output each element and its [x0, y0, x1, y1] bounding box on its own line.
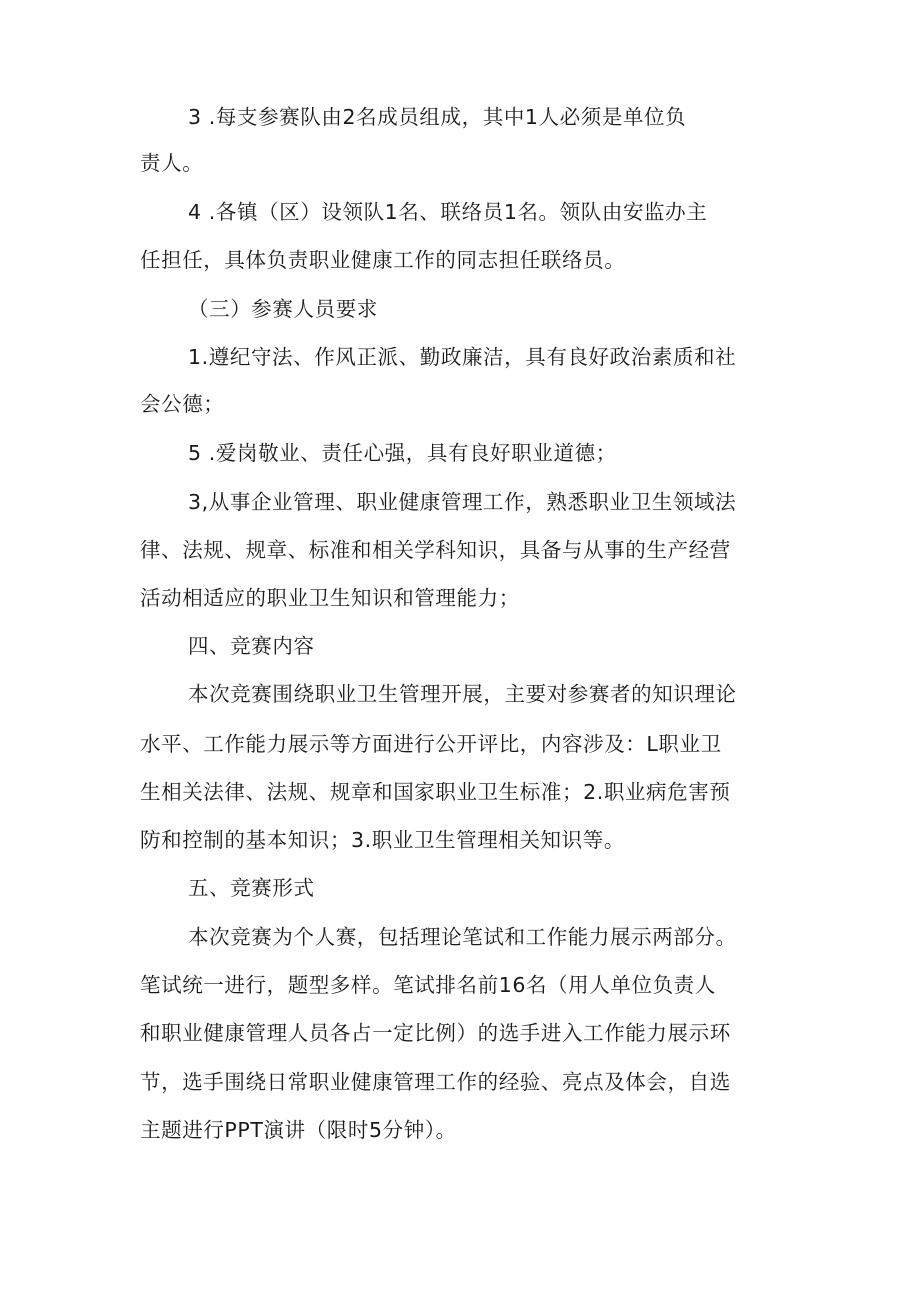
text-line-11: 活动相适应的职业卫生知识和管理能力；: [140, 586, 520, 610]
text-line-22: 主题进行PPT演讲（限时5分钟）。: [140, 1118, 457, 1142]
text-line-01: 3 .每支参赛队由2名成员组成，其中1人必须是单位负: [188, 105, 687, 129]
text-line-13: 本次竞赛围绕职业卫生管理开展，主要对参赛者的知识理论: [188, 682, 737, 706]
section-heading-competition-format: 五、竞赛形式: [188, 876, 315, 900]
text-line-14: 水平、工作能力展示等方面进行公开评比，内容涉及：L职业卫: [140, 732, 722, 756]
text-line-19: 笔试统一进行，题型多样。笔试排名前16名（用人单位负责人: [140, 973, 716, 997]
text-line-08: 5 .爱岗敬业、责任心强，具有良好职业道德；: [188, 441, 617, 465]
text-line-04: 任担任，具体负责职业健康工作的同志担任联络员。: [140, 248, 626, 272]
text-line-06: 1.遵纪守法、作风正派、勤政廉洁，具有良好政治素质和社: [188, 345, 737, 369]
text-line-03: 4 .各镇（区）设领队1名、联络员1名。领队由安监办主: [188, 200, 708, 224]
text-line-21: 节，选手围绕日常职业健康管理工作的经验、亮点及体会，自选: [140, 1070, 731, 1094]
text-line-16: 防和控制的基本知识；3.职业卫生管理相关知识等。: [140, 828, 625, 852]
section-heading-participant-requirements: （三）参赛人员要求: [188, 297, 378, 321]
section-heading-competition-content: 四、竞赛内容: [188, 634, 315, 658]
text-line-10: 律、法规、规章、标准和相关学科知识，具备与从事的生产经营: [140, 538, 731, 562]
text-line-07: 会公德；: [140, 392, 225, 416]
text-line-20: 和职业健康管理人员各占一定比例）的选手进入工作能力展示环: [140, 1021, 731, 1045]
text-line-09: 3,从事企业管理、职业健康管理工作，熟悉职业卫生领域法: [188, 490, 737, 514]
text-line-18: 本次竞赛为个人赛，包括理论笔试和工作能力展示两部分。: [188, 925, 737, 949]
text-line-02: 责人。: [140, 151, 204, 175]
text-line-15: 生相关法律、法规、规章和国家职业卫生标准；2.职业病危害预: [140, 780, 731, 804]
